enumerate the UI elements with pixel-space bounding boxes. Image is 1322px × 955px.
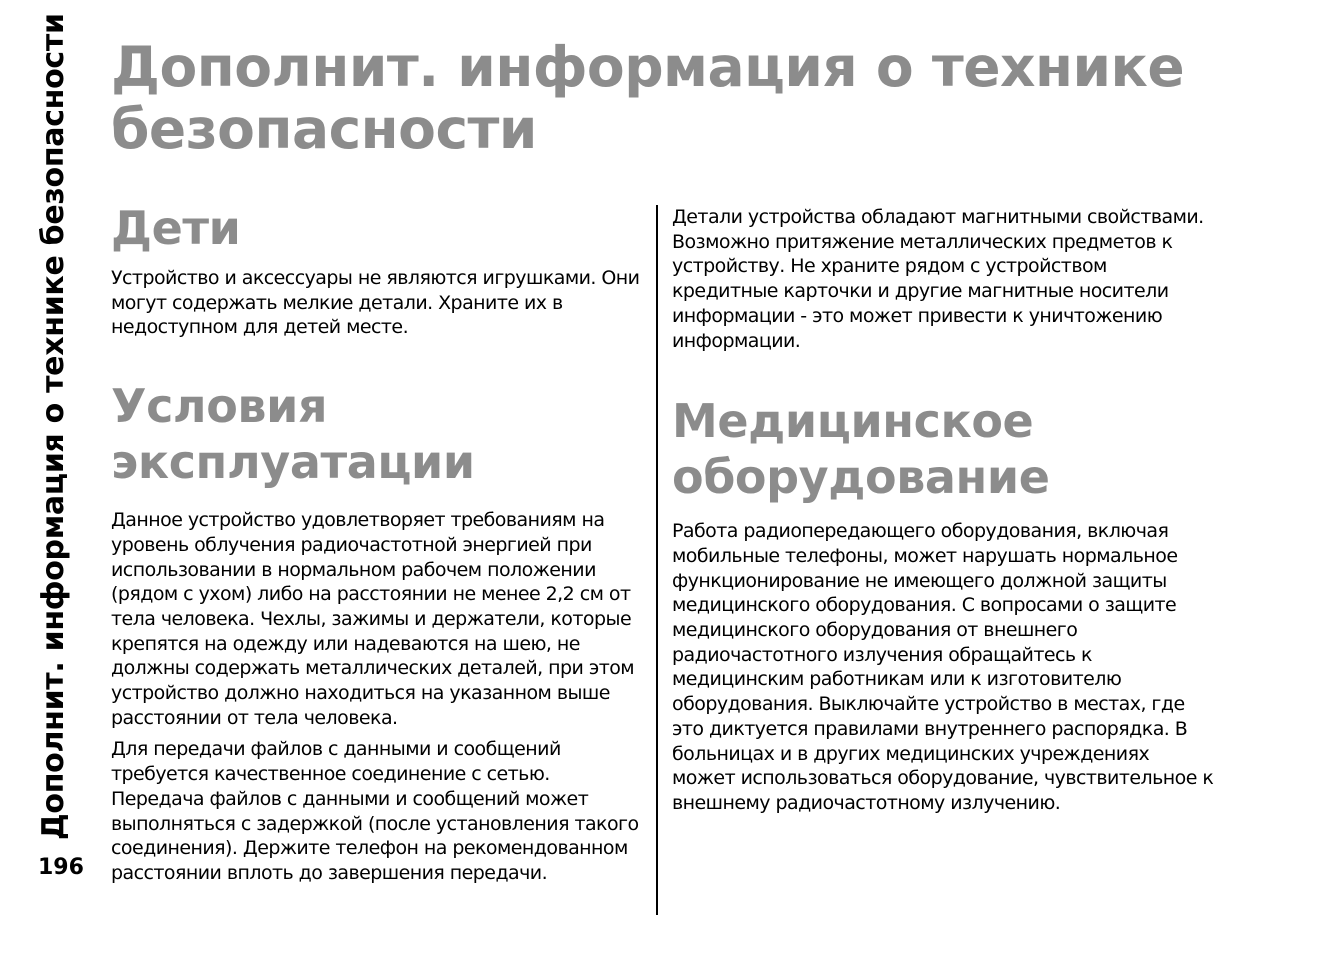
section-text-operating-1: Данное устройство удовлетворяет требованиям на уровень облучения радиочастотной энергией при использовании в нормальном рабочем положении (рядом с ухом) либо на расстоянии не менее 2,2 см от тела человека. Чехлы, зажимы и держатели, которые крепятся на одежду или надеваются на шею, не должны содержать металлических деталей, при этом устройство должно находиться на указанном выше расстоянии от тела человека. [111,509,635,729]
right-column [672,205,1217,816]
section-heading-children: Дети [111,201,241,255]
section-text-children: Устройство и аксессуары не являются игрушками. Они могут содержать мелкие детали. Храните их в недоступном для детей месте. [111,267,640,339]
page-number: 196 [38,855,84,880]
page-title: Дополнит. информация о технике безопасности [111,35,1185,161]
side-running-title: Дополнит. информация о технике безопасности [36,13,71,840]
section-heading-operating: Условия эксплуатации [111,379,475,490]
column-divider [656,205,658,915]
section-text-operating-3: Детали устройства обладают магнитными свойствами. Возможно притяжение металлических предметов к устройству. Не храните рядом с устройством кредитные карточки и другие магнитные носители информации - это может привести к уничтожению информации. [672,206,1204,352]
section-medical-equipment [672,393,1217,815]
section-children [111,200,646,340]
section-heading-medical: Медицинское оборудование [672,394,1050,505]
section-text-operating-2: Для передачи файлов с данными и сообщений требуется качественное соединение с сетью. Передача файлов с данными и сообщений может выполняться с задержкой (после установления такого соединения). Держите телефон на рекомендованном расстоянии вплоть до завершения передачи. [111,738,639,884]
left-column [111,200,646,886]
section-operating-conditions [111,378,646,886]
section-text-medical: Работа радиопередающего оборудования, включая мобильные телефоны, может нарушать нормальное функционирование не имеющего должной защиты медицинского оборудования. С вопросами о защите медицинского оборудования от внешнего радиочастотного излучения обращайтесь к медицинским работникам или к изготовителю оборудования. Выключайте устройство в местах, где это диктуется правилами внутреннего распорядка. В больницах и в других медицинских учреждениях может использоваться оборудование, чувствительное к внешнему радиочастотному излучению. [672,520,1214,814]
